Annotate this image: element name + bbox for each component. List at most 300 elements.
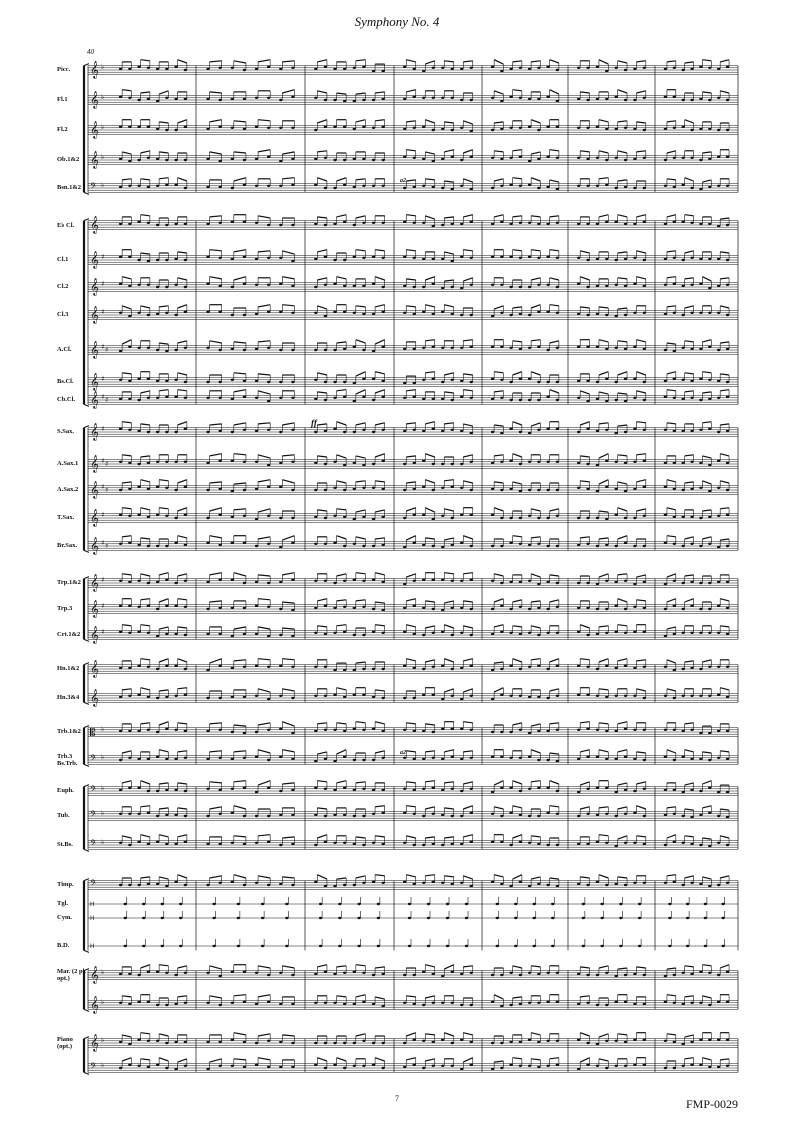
note-head bbox=[546, 284, 549, 286]
note-head bbox=[267, 381, 270, 383]
note-head bbox=[413, 667, 416, 669]
note-head bbox=[441, 789, 444, 791]
note-head bbox=[206, 431, 209, 433]
note-head bbox=[509, 757, 512, 759]
note-beam bbox=[337, 93, 347, 94]
note-head bbox=[605, 258, 608, 260]
note-head bbox=[255, 222, 258, 224]
bracket-hook bbox=[84, 1072, 89, 1074]
note-head bbox=[664, 1040, 667, 1042]
note-beam bbox=[178, 599, 187, 600]
note-head bbox=[267, 347, 270, 349]
note-beam bbox=[159, 808, 168, 809]
note-head bbox=[681, 791, 684, 793]
note-head bbox=[218, 813, 221, 815]
note-head bbox=[243, 1066, 246, 1068]
note-head bbox=[546, 730, 549, 732]
note-head bbox=[174, 98, 177, 100]
note-head bbox=[605, 285, 608, 287]
note-head bbox=[441, 975, 444, 977]
key-signature-icon: ♯ bbox=[101, 253, 105, 261]
note-beam bbox=[720, 91, 729, 93]
note-head bbox=[353, 579, 356, 581]
note-head bbox=[267, 1001, 270, 1003]
note-beam bbox=[234, 627, 246, 629]
note-head bbox=[432, 813, 435, 815]
note-beam bbox=[599, 372, 608, 375]
note-head bbox=[624, 69, 627, 71]
note-head bbox=[413, 286, 416, 288]
note-head bbox=[267, 606, 270, 608]
note-head bbox=[165, 758, 168, 760]
note-beam bbox=[685, 599, 694, 602]
note-head bbox=[291, 127, 294, 129]
note-head bbox=[519, 668, 522, 670]
note-beam bbox=[531, 966, 540, 967]
note-head bbox=[156, 158, 159, 160]
note-head bbox=[432, 973, 435, 975]
note-head bbox=[577, 127, 580, 129]
note-head bbox=[372, 256, 375, 258]
note-head bbox=[147, 729, 150, 731]
note-beam bbox=[375, 538, 385, 539]
note-head bbox=[243, 396, 246, 398]
note-head bbox=[128, 380, 131, 382]
note-beam bbox=[599, 120, 608, 122]
clef-icon: 𝄢 bbox=[90, 879, 97, 891]
note-head bbox=[218, 488, 221, 490]
note-head bbox=[441, 1039, 444, 1041]
note-head bbox=[614, 284, 617, 286]
note-head bbox=[119, 730, 122, 732]
note-head bbox=[343, 1003, 346, 1005]
note-head bbox=[165, 814, 168, 816]
note-head bbox=[147, 284, 150, 286]
note-head bbox=[218, 126, 221, 128]
note-head bbox=[717, 380, 720, 382]
note-head bbox=[413, 462, 416, 464]
note-beam bbox=[720, 809, 729, 810]
note-head bbox=[519, 517, 522, 519]
note-head bbox=[206, 758, 209, 760]
note-head bbox=[491, 223, 494, 225]
note-beam bbox=[317, 373, 327, 375]
note-beam bbox=[685, 278, 694, 279]
note-head bbox=[717, 546, 720, 548]
note-head bbox=[324, 633, 327, 635]
note-head bbox=[605, 314, 608, 316]
note-beam bbox=[258, 1034, 270, 1036]
note-head bbox=[470, 579, 473, 581]
note-head bbox=[726, 514, 729, 516]
note-head bbox=[519, 399, 522, 401]
note-head bbox=[137, 514, 140, 516]
note-head bbox=[161, 917, 164, 919]
note-head bbox=[161, 945, 164, 947]
note-head bbox=[261, 945, 264, 947]
note-head bbox=[537, 843, 540, 845]
key-signature-icon: ♯ bbox=[101, 425, 105, 433]
note-head bbox=[362, 668, 365, 670]
note-head bbox=[333, 842, 336, 844]
note-head bbox=[605, 460, 608, 462]
note-beam bbox=[317, 723, 327, 724]
note-head bbox=[699, 348, 702, 350]
note-head bbox=[509, 68, 512, 70]
note-head bbox=[147, 1040, 150, 1042]
note-head bbox=[174, 789, 177, 791]
note-head bbox=[137, 312, 140, 314]
note-beam bbox=[178, 723, 187, 724]
note-head bbox=[422, 694, 425, 696]
note-head bbox=[470, 346, 473, 348]
note-head bbox=[537, 429, 540, 431]
note-head bbox=[362, 313, 365, 315]
note-head bbox=[614, 187, 617, 189]
note-head bbox=[681, 184, 684, 186]
note-beam bbox=[463, 61, 473, 62]
note-head bbox=[500, 883, 503, 885]
note-beam bbox=[141, 456, 150, 457]
note-head bbox=[314, 97, 317, 99]
note-beam bbox=[513, 216, 522, 217]
note-head bbox=[147, 605, 150, 607]
note-head bbox=[528, 184, 531, 186]
note-head bbox=[362, 815, 365, 817]
note-head bbox=[279, 844, 282, 846]
note-beam bbox=[463, 455, 473, 457]
note-head bbox=[422, 398, 425, 400]
note-head bbox=[128, 346, 131, 348]
note-beam bbox=[141, 508, 150, 510]
note-head bbox=[218, 99, 221, 101]
note-head bbox=[184, 311, 187, 313]
note-beam bbox=[234, 725, 246, 726]
note-head bbox=[470, 188, 473, 190]
note-beam bbox=[356, 876, 366, 878]
note-beam bbox=[685, 966, 694, 967]
note-beam bbox=[210, 508, 222, 511]
note-beam bbox=[141, 781, 150, 784]
note-beam bbox=[159, 390, 168, 391]
note-head bbox=[119, 813, 122, 815]
note-head bbox=[381, 98, 384, 100]
note-beam bbox=[258, 251, 270, 252]
note-head bbox=[432, 1002, 435, 1004]
note-head bbox=[690, 284, 693, 286]
note-head bbox=[128, 285, 131, 287]
note-head bbox=[206, 223, 209, 225]
note-head bbox=[165, 633, 168, 635]
note-head bbox=[362, 634, 365, 636]
note-head bbox=[279, 68, 282, 70]
note-head bbox=[460, 223, 463, 225]
note-head bbox=[556, 582, 559, 584]
note-head bbox=[686, 903, 689, 905]
note-beam bbox=[375, 602, 385, 603]
note-head bbox=[314, 258, 317, 260]
note-beam bbox=[425, 480, 435, 483]
note-head bbox=[681, 1065, 684, 1067]
note-head bbox=[605, 1040, 608, 1042]
note-head bbox=[156, 100, 159, 102]
note-head bbox=[362, 66, 365, 68]
note-head bbox=[381, 581, 384, 583]
note-beam bbox=[425, 454, 435, 457]
note-head bbox=[470, 695, 473, 697]
note-head bbox=[137, 580, 140, 582]
note-head bbox=[441, 579, 444, 581]
note-beam bbox=[618, 625, 627, 626]
note-beam bbox=[531, 724, 540, 726]
note-head bbox=[614, 695, 617, 697]
note-head bbox=[324, 543, 327, 545]
note-head bbox=[624, 159, 627, 161]
note-head bbox=[255, 791, 258, 793]
note-head bbox=[546, 256, 549, 258]
note-beam bbox=[580, 422, 589, 425]
note-beam bbox=[636, 575, 645, 577]
note-head bbox=[324, 758, 327, 760]
note-beam bbox=[337, 996, 347, 997]
note-head bbox=[231, 1002, 234, 1004]
note-head bbox=[681, 259, 684, 261]
note-head bbox=[314, 286, 317, 288]
note-head bbox=[470, 284, 473, 286]
note-head bbox=[664, 756, 667, 758]
note-head bbox=[279, 127, 282, 129]
note-head bbox=[128, 884, 131, 886]
note-beam bbox=[282, 152, 294, 154]
note-head bbox=[333, 487, 336, 489]
note-head bbox=[218, 222, 221, 224]
note-head bbox=[174, 184, 177, 186]
note-head bbox=[509, 381, 512, 383]
note-head bbox=[381, 429, 384, 431]
note-head bbox=[184, 694, 187, 696]
note-head bbox=[231, 187, 234, 189]
note-head bbox=[500, 545, 503, 547]
clef-icon: 𝄞 bbox=[90, 90, 99, 109]
note-head bbox=[128, 542, 131, 544]
note-head bbox=[699, 66, 702, 68]
note-head bbox=[255, 1042, 258, 1044]
note-head bbox=[381, 185, 384, 187]
note-head bbox=[470, 489, 473, 491]
note-head bbox=[441, 609, 444, 611]
note-beam bbox=[580, 625, 589, 628]
note-beam bbox=[159, 877, 168, 879]
note-head bbox=[690, 516, 693, 518]
note-head bbox=[556, 1064, 559, 1066]
note-head bbox=[324, 126, 327, 128]
note-head bbox=[333, 428, 336, 430]
note-head bbox=[726, 462, 729, 464]
note-head bbox=[179, 903, 182, 905]
note-beam bbox=[375, 250, 385, 251]
bracket-hook bbox=[84, 702, 89, 704]
note-beam bbox=[599, 423, 608, 424]
note-beam bbox=[685, 306, 694, 308]
note-head bbox=[470, 397, 473, 399]
note-head bbox=[726, 129, 729, 131]
note-beam bbox=[282, 1035, 294, 1036]
note-head bbox=[681, 462, 684, 464]
note-beam bbox=[618, 750, 627, 752]
note-beam bbox=[463, 278, 473, 281]
note-beam bbox=[444, 625, 454, 628]
note-beam bbox=[513, 835, 522, 838]
note-head bbox=[624, 348, 627, 350]
note-head bbox=[577, 517, 580, 519]
note-head bbox=[333, 381, 336, 383]
note-beam bbox=[550, 723, 559, 724]
note-beam bbox=[425, 179, 435, 180]
note-head bbox=[408, 903, 411, 905]
note-head bbox=[206, 256, 209, 258]
note-head bbox=[212, 903, 215, 905]
note-head bbox=[147, 397, 150, 399]
note-beam bbox=[685, 178, 694, 181]
note-head bbox=[362, 788, 365, 790]
note-head bbox=[343, 159, 346, 161]
note-head bbox=[690, 667, 693, 669]
note-head bbox=[291, 397, 294, 399]
note-head bbox=[432, 1065, 435, 1067]
note-head bbox=[708, 608, 711, 610]
note-beam bbox=[618, 215, 627, 217]
note-head bbox=[681, 972, 684, 974]
note-head bbox=[624, 813, 627, 815]
note-head bbox=[333, 542, 336, 544]
note-head bbox=[174, 1003, 177, 1005]
note-beam bbox=[337, 342, 347, 343]
note-beam bbox=[463, 626, 473, 628]
note-beam bbox=[667, 251, 676, 252]
note-head bbox=[664, 68, 667, 70]
note-head bbox=[218, 579, 221, 581]
bracket-hook bbox=[84, 785, 89, 787]
note-head bbox=[333, 99, 336, 101]
note-head bbox=[119, 789, 122, 791]
note-head bbox=[519, 695, 522, 697]
note-beam bbox=[234, 483, 246, 484]
note-head bbox=[147, 758, 150, 760]
note-head bbox=[624, 665, 627, 667]
note-head bbox=[267, 66, 270, 68]
note-head bbox=[537, 284, 540, 286]
note-head bbox=[343, 972, 346, 974]
note-beam bbox=[258, 537, 270, 539]
note-beam bbox=[494, 91, 503, 94]
note-head bbox=[726, 791, 729, 793]
note-beam bbox=[356, 782, 366, 783]
note-head bbox=[614, 259, 617, 261]
note-head bbox=[128, 488, 131, 490]
note-beam bbox=[375, 806, 385, 807]
note-beam bbox=[178, 1059, 187, 1062]
clef-icon: 𝄞 bbox=[90, 625, 99, 644]
note-beam bbox=[444, 689, 454, 692]
note-head bbox=[556, 312, 559, 314]
note-head bbox=[460, 314, 463, 316]
note-head bbox=[614, 221, 617, 223]
note-beam bbox=[513, 307, 522, 308]
note-head bbox=[343, 580, 346, 582]
note-head bbox=[343, 730, 346, 732]
note-beam bbox=[550, 60, 559, 63]
note-head bbox=[353, 67, 356, 69]
note-head bbox=[267, 464, 270, 466]
note-head bbox=[708, 99, 711, 101]
note-head bbox=[451, 463, 454, 465]
note-head bbox=[184, 1065, 187, 1067]
note-head bbox=[638, 945, 641, 947]
note-head bbox=[403, 382, 406, 384]
note-head bbox=[708, 490, 711, 492]
note-head bbox=[491, 157, 494, 159]
note-beam bbox=[234, 61, 246, 63]
note-head bbox=[586, 607, 589, 609]
clef-icon: H bbox=[90, 915, 95, 922]
note-beam bbox=[550, 250, 559, 251]
note-head bbox=[614, 461, 617, 463]
note-head bbox=[699, 758, 702, 760]
note-head bbox=[422, 788, 425, 790]
note-beam bbox=[618, 180, 627, 181]
note-head bbox=[470, 885, 473, 887]
note-beam bbox=[494, 306, 503, 309]
note-beam bbox=[702, 340, 711, 342]
note-head bbox=[470, 432, 473, 434]
note-beam bbox=[317, 60, 327, 62]
note-head bbox=[267, 698, 270, 700]
note-head bbox=[255, 126, 258, 128]
note-head bbox=[500, 432, 503, 434]
note-head bbox=[279, 349, 282, 351]
note-head bbox=[614, 1040, 617, 1042]
note-head bbox=[664, 844, 667, 846]
note-beam bbox=[234, 423, 246, 425]
note-head bbox=[353, 488, 356, 490]
note-head bbox=[314, 68, 317, 70]
note-head bbox=[681, 1003, 684, 1005]
note-head bbox=[546, 972, 549, 974]
note-head bbox=[432, 258, 435, 260]
note-head bbox=[381, 668, 384, 670]
note-head bbox=[519, 881, 522, 883]
note-beam bbox=[210, 573, 222, 575]
note-beam bbox=[599, 807, 608, 808]
note-head bbox=[427, 917, 430, 919]
note-head bbox=[137, 813, 140, 815]
note-beam bbox=[444, 305, 454, 307]
note-head bbox=[624, 517, 627, 519]
note-beam bbox=[258, 689, 270, 692]
note-head bbox=[537, 665, 540, 667]
note-beam bbox=[356, 481, 366, 482]
note-head bbox=[324, 157, 327, 159]
bracket-hook bbox=[84, 639, 89, 641]
note-head bbox=[291, 224, 294, 226]
note-head bbox=[717, 581, 720, 583]
note-head bbox=[605, 696, 608, 698]
note-beam bbox=[580, 251, 589, 253]
note-head bbox=[381, 973, 384, 975]
note-head bbox=[343, 68, 346, 70]
note-beam bbox=[356, 216, 366, 218]
note-head bbox=[165, 1067, 168, 1069]
